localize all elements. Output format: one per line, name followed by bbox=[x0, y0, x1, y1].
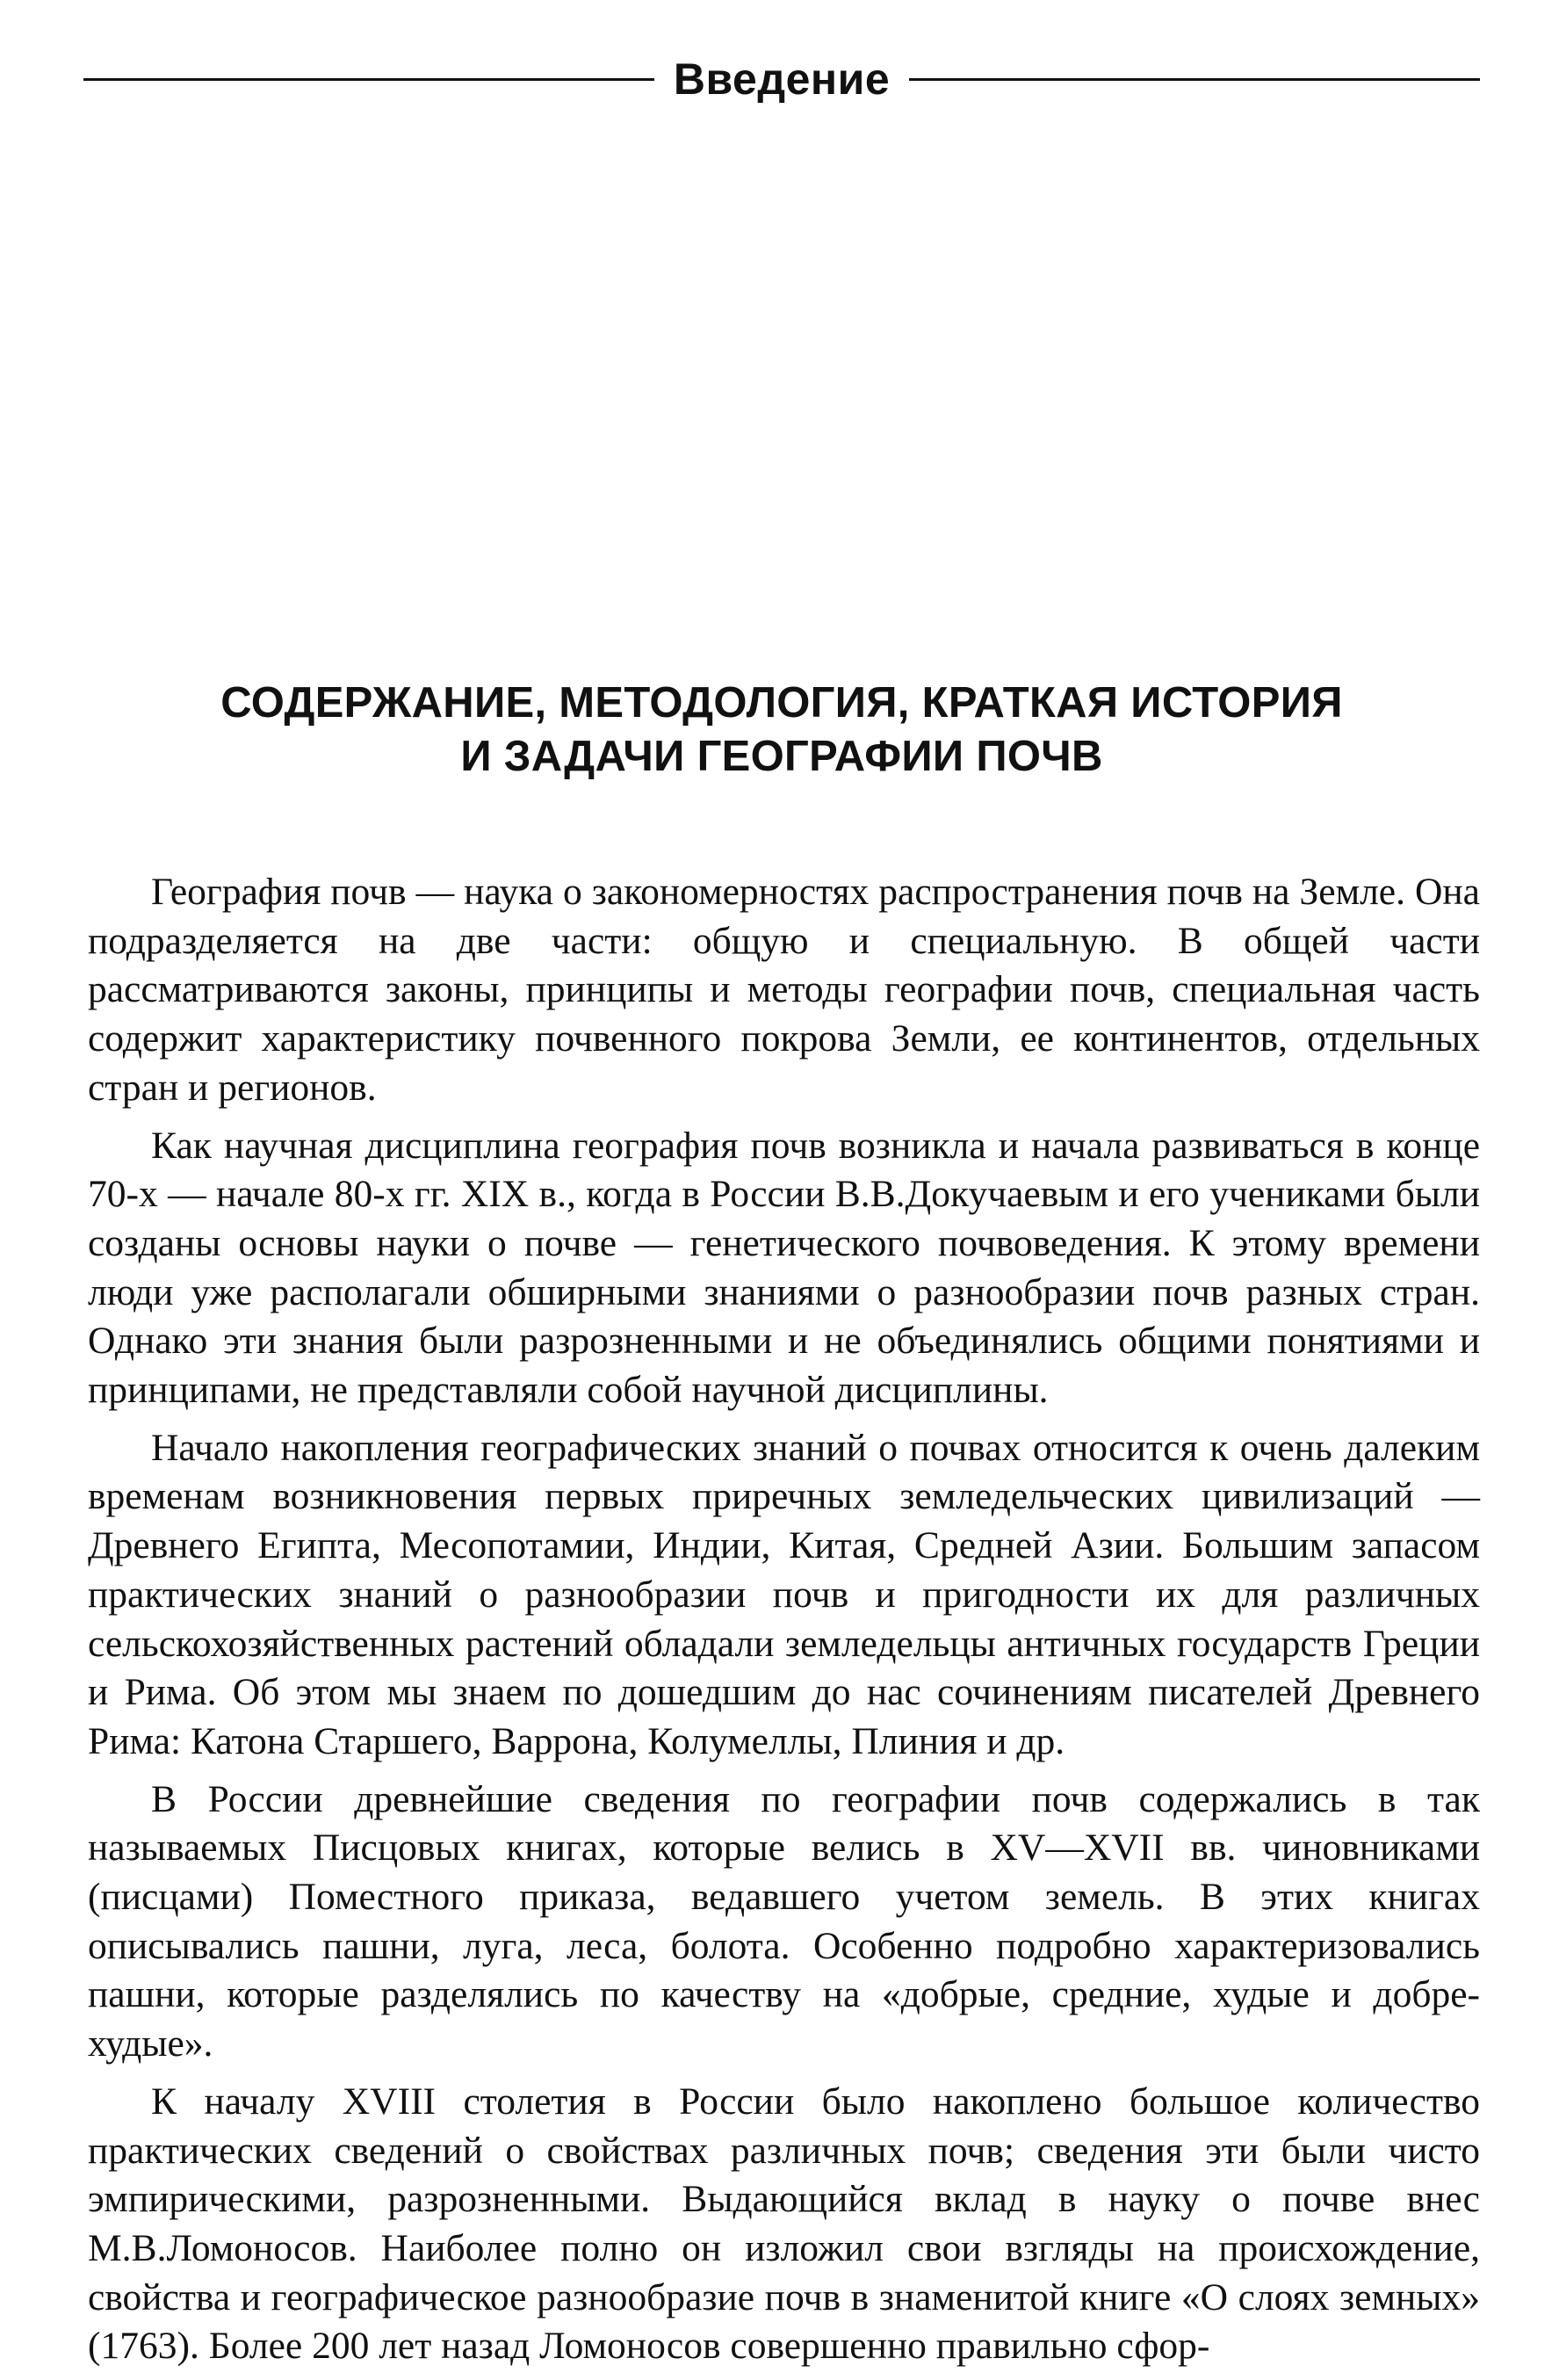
paragraph-2: Как научная дисциплина география почв возникла и начала развиваться в конце 70-х — начале 80-х гг. XIX в., когда в России В.В.Докучаевым и его учениками были созданы основы науки о почве — генетического почвоведения. К этому времени люди уже располагали обширными знаниями о разнообразии почв разных стран. Однако эти знания были разрозненными и не объединялись общими понятиями и принципами, не представляли собой научной дисциплины. bbox=[88, 1124, 1480, 1412]
running-header bbox=[83, 48, 1480, 110]
chapter-title-line-1: СОДЕРЖАНИЕ, МЕТОДОЛОГИЯ, КРАТКАЯ ИСТОРИЯ bbox=[220, 679, 1343, 727]
chapter-title-line-2: И ЗАДАЧИ ГЕОГРАФИИ ПОЧВ bbox=[460, 733, 1103, 780]
body-text bbox=[88, 868, 1480, 2380]
paragraph-3: Начало накопления географических знаний о почвах относится к очень далеким временам возникновения первых приречных земледельческих цивилизаций — Древнего Египта, Месопотамии, Индии, Китая, Средней Азии. Большим запасом практических знаний о разнообразии почв и пригодности их для различных сельскохозяйственных растений обладали земледельцы античных государств Греции и Рима. Об этом мы знаем по дошедшим до нас сочинениям писателей Древнего Рима: Катона Старшего, Варрона, Колумеллы, Плиния и др. bbox=[88, 1426, 1480, 1762]
paragraph-1: География почв — наука о закономерностях распространения почв на Земле. Она подразделяется на две части: общую и специальную. В общей части рассматриваются законы, принципы и методы географии почв, специальная часть содержит характеристику почвенного покрова Земли, ее континентов, отдельных стран и регионов. bbox=[88, 871, 1480, 1109]
chapter-title bbox=[83, 676, 1480, 784]
paragraph-4: В России древнейшие сведения по географии почв содержались в так называемых Писцовых книгах, которые велись в XV—XVII вв. чиновниками (писцами) Поместного приказа, ведавшего учетом земель. В этих книгах описывались пашни, луга, леса, болота. Особенно подробно характеризовались пашни, которые разделялись по качеству на «добрые, средние, худые и добре-худые». bbox=[88, 1777, 1480, 2065]
header-rule-right bbox=[909, 78, 1480, 81]
header-rule-left bbox=[83, 78, 654, 81]
paragraph-5: К началу XVIII столетия в России было накоплено большое количество практических сведений о свойствах различных почв; сведения эти были чисто эмпирическими, разрозненными. Выдающийся вклад в науку о почве внес М.В.Ломоносов. Наиболее полно он изложил свои взгляды на происхождение, свойства и географическое разнообразие почв в знаменитой книге «О слоях земных» (1763). Более 200 лет назад Ломоносов совершенно правильно сфор- bbox=[88, 2080, 1480, 2368]
running-title: Введение bbox=[673, 54, 891, 104]
